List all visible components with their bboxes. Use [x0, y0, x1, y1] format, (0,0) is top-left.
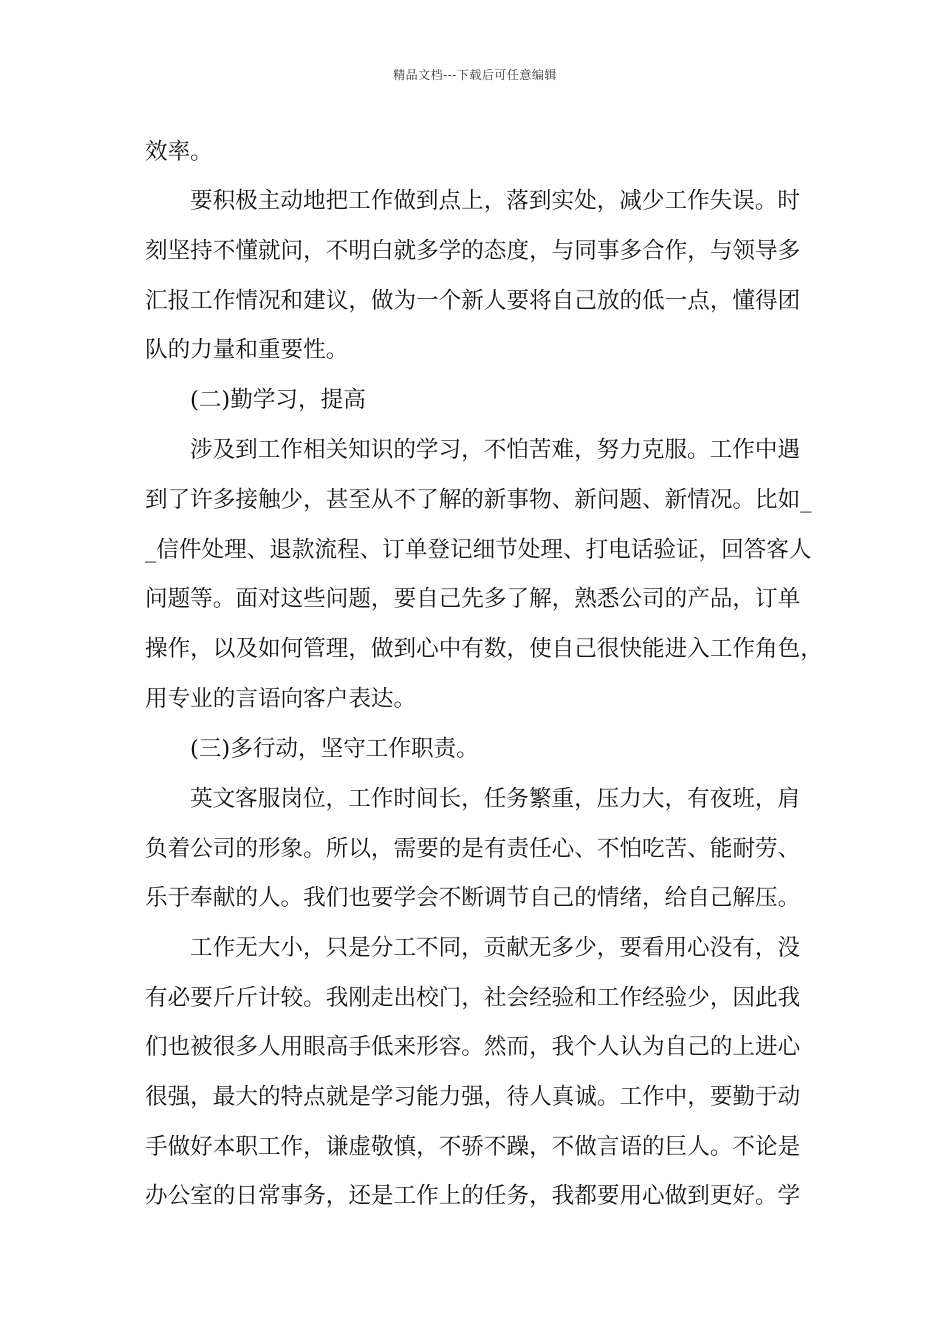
text-line: 涉及到工作相关知识的学习，不怕苦难，努力克服。工作中遇 [190, 437, 801, 463]
text-line: 刻坚持不懂就问，不明白就多学的态度，与同事多合作，与领导多 [145, 238, 801, 264]
text-line: 办公室的日常事务，还是工作上的任务，我都要用心做到更好。学 [145, 1183, 801, 1209]
text-line: 很强，最大的特点就是学习能力强，待人真诚。工作中，要勤于动 [145, 1084, 801, 1110]
text-line: 到了许多接触少，甚至从不了解的新事物、新问题、新情况。比如_ [145, 487, 812, 513]
text-line: _信件处理、退款流程、订单登记细节处理、打电话验证，回答客人 [145, 537, 812, 563]
text-line: 负着公司的形象。所以，需要的是有责任心、不怕吃苦、能耐劳、 [145, 836, 801, 862]
text-line: 工作无大小，只是分工不同，贡献无多少，要看用心没有，没 [190, 935, 801, 961]
text-line: 们也被很多人用眼高手低来形容。然而，我个人认为自己的上进心 [145, 1034, 801, 1060]
text-line: 问题等。面对这些问题，要自己先多了解，熟悉公司的产品，订单 [145, 586, 801, 612]
text-line: 乐于奉献的人。我们也要学会不断调节自己的情绪，给自己解压。 [145, 885, 801, 911]
text-line: 队的力量和重要性。 [145, 337, 349, 363]
text-line: 用专业的言语向客户表达。 [145, 686, 417, 712]
text-line: 手做好本职工作，谦虚敬慎，不骄不躁，不做言语的巨人。不论是 [145, 1134, 801, 1160]
text-line: 汇报工作情况和建议，做为一个新人要将自己放的低一点，懂得团 [145, 288, 801, 314]
page-header: 精品文档---下载后可任意编辑 [393, 68, 557, 82]
text-line: 英文客服岗位，工作时间长，任务繁重，压力大，有夜班，肩 [190, 786, 801, 812]
section-heading: (三)多行动，坚守工作职责。 [190, 736, 479, 762]
text-line: 要积极主动地把工作做到点上，落到实处，减少工作失误。时 [190, 188, 801, 214]
section-heading: (二)勤学习，提高 [190, 387, 366, 413]
text-line: 有必要斤斤计较。我刚走出校门，社会经验和工作经验少，因此我 [145, 985, 801, 1011]
text-line: 操作，以及如何管理，做到心中有数，使自己很快能进入工作角色， [145, 636, 823, 662]
text-line: 效率。 [145, 139, 213, 165]
